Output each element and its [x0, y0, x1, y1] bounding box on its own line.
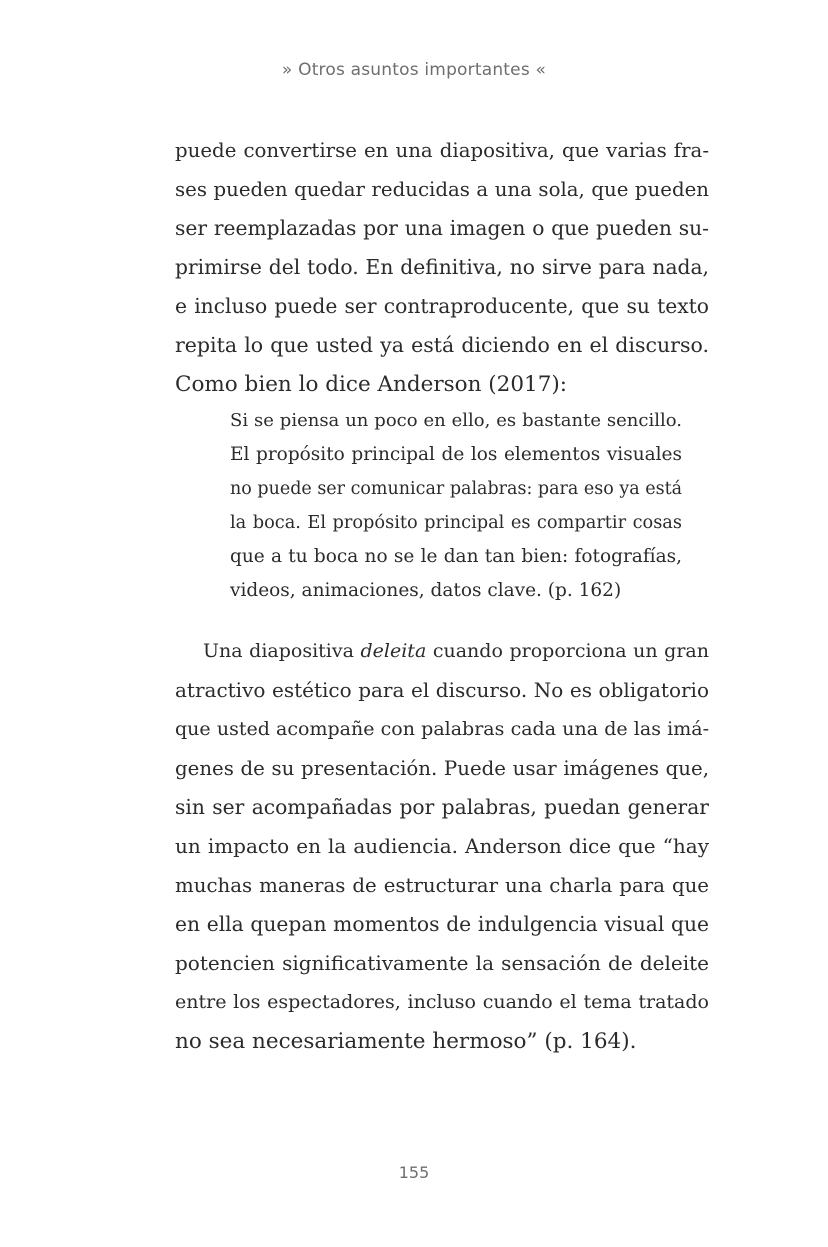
text-line: un impacto en la audiencia. Anderson dice que “hay: [175, 834, 709, 858]
text-line: que usted acompañe con palabras cada una de las imá-: [175, 718, 709, 740]
text-line: primirse del todo. En definitiva, no sirve para nada,: [175, 255, 709, 279]
text-line: en ella quepan momentos de indulgencia visual que: [175, 912, 709, 936]
text-line: ses pueden quedar reducidas a una sola, que pueden: [175, 178, 709, 201]
text-line: repita lo que usted ya está diciendo en el discurso.: [175, 333, 709, 357]
block-quote: [230, 404, 682, 608]
text-line-first: [175, 632, 709, 671]
text-line: e incluso puede ser contraproducente, que su texto: [175, 294, 709, 318]
text-line: Como bien lo dice Anderson (2017):: [175, 372, 568, 397]
italic-term: deleita: [360, 640, 427, 662]
text-line: entre los espectadores, incluso cuando el tema tratado: [175, 991, 709, 1013]
paragraph-deleita: [175, 632, 709, 1061]
quote-line: la boca. El propósito principal es compartir cosas: [230, 513, 682, 533]
text-line: puede convertirse en una diapositiva, que varias fra-: [175, 139, 709, 162]
page-number: 155: [398, 1163, 430, 1182]
running-header: » Otros asuntos importantes «: [281, 60, 547, 80]
text-line: potencien significativamente la sensación de deleite: [175, 951, 709, 975]
quote-line: Si se piensa un poco en ello, es bastante sencillo.: [230, 410, 682, 431]
text-line: atractivo estético para el discurso. No es obligatorio: [175, 678, 709, 702]
paragraph-continued: [175, 131, 709, 404]
quote-line: El propósito principal de los elementos visuales: [230, 444, 682, 465]
text-run: Una diapositiva: [203, 640, 361, 662]
text-run: cuando proporciona un gran: [426, 640, 709, 662]
text-line: genes de su presentación. Puede usar imágenes que,: [175, 757, 709, 780]
text-line: muchas maneras de estructurar una charla para que: [175, 874, 709, 897]
quote-line: videos, animaciones, datos clave. (p. 162): [230, 580, 622, 601]
text-line: no sea necesariamente hermoso” (p. 164).: [175, 1029, 637, 1054]
text-line: ser reemplazadas por una imagen o que pueden su-: [175, 216, 709, 240]
quote-line: no puede ser comunicar palabras: para eso ya está: [230, 479, 683, 499]
text-line: sin ser acompañadas por palabras, puedan generar: [175, 795, 709, 819]
quote-line: que a tu boca no se le dan tan bien: fotografías,: [230, 546, 682, 567]
